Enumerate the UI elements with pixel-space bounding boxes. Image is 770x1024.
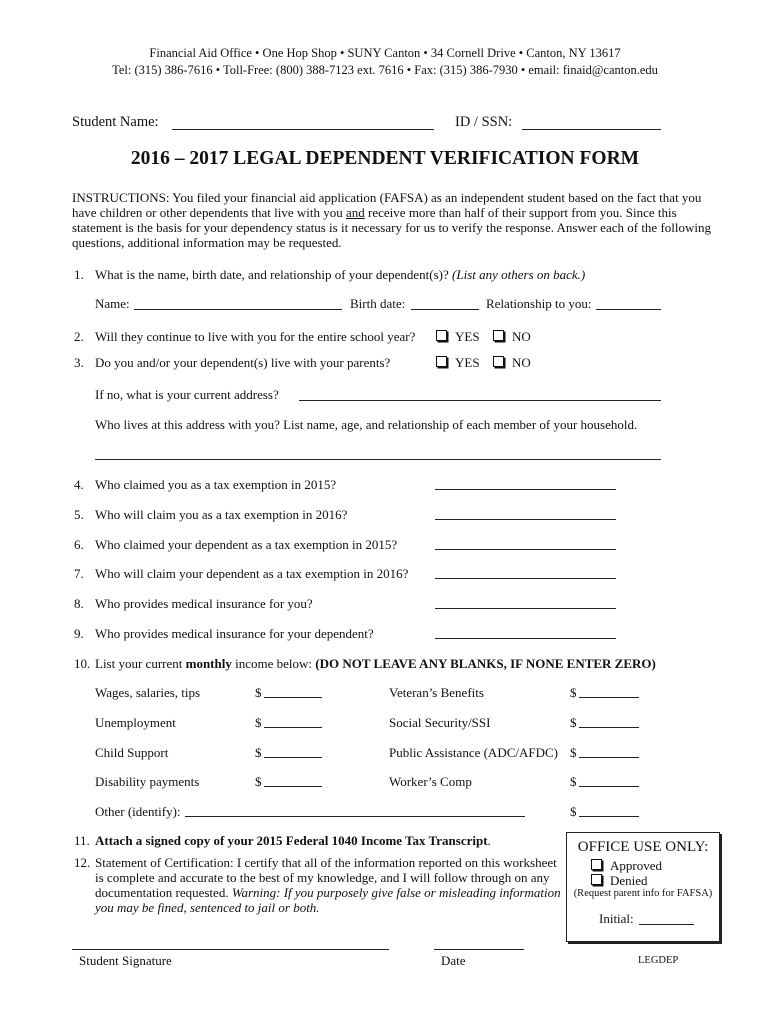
- student-name-field[interactable]: [172, 129, 434, 130]
- dollar-sign: $: [570, 745, 577, 760]
- q11-number: 11.: [74, 833, 90, 848]
- income-veterans-field[interactable]: [579, 697, 639, 698]
- q7-number: 7.: [74, 566, 84, 581]
- instructions-line-3: statement is the basis for your dependency status is it necessary for us to verify the response. Answer each of the following: [72, 220, 711, 235]
- instructions-line-2: have children or other dependents that live with you and receive more than half of their support from you. Since this: [72, 205, 677, 220]
- q2-no-option[interactable]: NO: [493, 329, 531, 345]
- income-unemployment-field[interactable]: [264, 727, 322, 728]
- q10-text: List your current monthly income below: (DO NOT LEAVE ANY BLANKS, IF NONE ENTER ZERO): [95, 656, 656, 671]
- q2-yes-option[interactable]: YES: [436, 329, 480, 345]
- date-field[interactable]: [434, 949, 524, 950]
- date-label: Date: [441, 953, 466, 968]
- student-signature-field[interactable]: [72, 949, 389, 950]
- q7-text: Who will claim your dependent as a tax exemption in 2016?: [95, 566, 409, 581]
- q7-answer-field[interactable]: [435, 578, 616, 579]
- income-workers-comp-field[interactable]: [579, 786, 639, 787]
- q6-answer-field[interactable]: [435, 549, 616, 550]
- form-code: LEGDEP: [638, 955, 679, 966]
- office-use-box: [566, 832, 720, 942]
- dependent-name-field[interactable]: [134, 309, 342, 310]
- q5-number: 5.: [74, 507, 84, 522]
- q8-text: Who provides medical insurance for you?: [95, 596, 313, 611]
- q9-answer-field[interactable]: [435, 638, 616, 639]
- instructions-line-4: questions, additional information may be requested.: [72, 235, 342, 250]
- dollar-sign: $: [570, 804, 577, 819]
- office-note: (Request parent info for FAFSA): [573, 888, 713, 899]
- income-workers-comp-label: Worker’s Comp: [389, 774, 472, 789]
- dollar-sign: $: [570, 715, 577, 730]
- office-address-line: Financial Aid Office • One Hop Shop • SUNY Canton • 34 Cornell Drive • Canton, NY 13617: [149, 46, 621, 60]
- income-public-assistance-field[interactable]: [579, 757, 639, 758]
- dollar-sign: $: [255, 715, 262, 730]
- q4-text: Who claimed you as a tax exemption in 2015?: [95, 477, 337, 492]
- office-initial-field[interactable]: [639, 924, 694, 925]
- dollar-sign: $: [255, 685, 262, 700]
- office-initial-label: Initial:: [599, 911, 634, 926]
- office-denied-option[interactable]: Denied: [591, 873, 648, 889]
- q8-answer-field[interactable]: [435, 608, 616, 609]
- dependent-relationship-field[interactable]: [596, 309, 661, 310]
- income-other-label: Other (identify):: [95, 804, 181, 819]
- dollar-sign: $: [255, 774, 262, 789]
- q3-yes-checkbox[interactable]: [436, 356, 447, 367]
- income-wages-label: Wages, salaries, tips: [95, 685, 201, 700]
- q8-number: 8.: [74, 596, 84, 611]
- denied-checkbox[interactable]: [591, 874, 602, 885]
- q2-yes-checkbox[interactable]: [436, 330, 447, 341]
- office-approved-option[interactable]: Approved: [591, 858, 662, 874]
- q10-number: 10.: [74, 656, 91, 671]
- income-other-amount-field[interactable]: [579, 816, 639, 817]
- q1-number: 1.: [74, 267, 84, 282]
- id-ssn-field[interactable]: [522, 129, 661, 130]
- current-address-field[interactable]: [299, 400, 661, 401]
- q2-no-checkbox[interactable]: [493, 330, 504, 341]
- q1-note: (List any others on back.): [452, 267, 586, 282]
- dollar-sign: $: [255, 745, 262, 760]
- income-disability-field[interactable]: [264, 786, 322, 787]
- approved-checkbox[interactable]: [591, 859, 602, 870]
- income-wages-field[interactable]: [264, 697, 322, 698]
- q12-number: 12.: [74, 855, 91, 870]
- income-social-security-label: Social Security/SSI: [389, 715, 491, 730]
- q4-answer-field[interactable]: [435, 489, 616, 490]
- q4-number: 4.: [74, 477, 84, 492]
- income-other-description-field[interactable]: [185, 816, 525, 817]
- dollar-sign: $: [570, 685, 577, 700]
- income-child-support-field[interactable]: [264, 757, 322, 758]
- q3-text: Do you and/or your dependent(s) live with your parents?: [95, 355, 391, 370]
- q1-relationship-label: Relationship to you:: [486, 296, 592, 311]
- q3-yes-option[interactable]: YES: [436, 355, 480, 371]
- q3-address-label: If no, what is your current address?: [95, 387, 279, 402]
- student-name-label: Student Name:: [72, 114, 159, 130]
- q3-number: 3.: [74, 355, 84, 370]
- income-unemployment-label: Unemployment: [95, 715, 176, 730]
- q12-warning: Warning: If you purposely give false or misleading information: [231, 885, 561, 900]
- q12-line-2: is complete and accurate to the best of my knowledge, and I will follow through on any: [95, 870, 550, 885]
- income-social-security-field[interactable]: [579, 727, 639, 728]
- q2-number: 2.: [74, 329, 84, 344]
- q9-text: Who provides medical insurance for your dependent?: [95, 626, 374, 641]
- q5-answer-field[interactable]: [435, 519, 616, 520]
- income-disability-label: Disability payments: [95, 774, 200, 789]
- q11-text: Attach a signed copy of your 2015 Federal 1040 Income Tax Transcript.: [95, 833, 491, 848]
- student-signature-label: Student Signature: [79, 953, 172, 968]
- id-ssn-label: ID / SSN:: [455, 114, 513, 130]
- q12-line-3: documentation requested. Warning: If you purposely give false or misleading information: [95, 885, 561, 900]
- q1-name-label: Name:: [95, 296, 130, 311]
- q6-number: 6.: [74, 537, 84, 552]
- dependent-birth-date-field[interactable]: [411, 309, 479, 310]
- q3-no-checkbox[interactable]: [493, 356, 504, 367]
- q6-text: Who claimed your dependent as a tax exemption in 2015?: [95, 537, 398, 552]
- household-members-field[interactable]: [95, 459, 661, 460]
- q1-text: What is the name, birth date, and relationship of your dependent(s)? (List any others on back.): [95, 267, 586, 282]
- q12-line-4: you may be fined, sentenced to jail or both.: [95, 900, 320, 915]
- q9-number: 9.: [74, 626, 84, 641]
- q1-birth-label: Birth date:: [350, 296, 406, 311]
- income-veterans-label: Veteran’s Benefits: [389, 685, 484, 700]
- dollar-sign: $: [570, 774, 577, 789]
- q2-text: Will they continue to live with you for the entire school year?: [95, 329, 416, 344]
- income-child-support-label: Child Support: [95, 745, 169, 760]
- office-use-title: OFFICE USE ONLY:: [577, 839, 709, 855]
- office-contact-line: Tel: (315) 386-7616 • Toll-Free: (800) 388-7123 ext. 7616 • Fax: (315) 386-7930 • email: finaid@canton.edu: [112, 63, 658, 77]
- q3-no-option[interactable]: NO: [493, 355, 531, 371]
- instructions-line-1: INSTRUCTIONS: You filed your financial aid application (FAFSA) as an independent student based on the fact that you: [72, 190, 702, 205]
- q5-text: Who will claim you as a tax exemption in 2016?: [95, 507, 348, 522]
- income-public-assistance-label: Public Assistance (ADC/AFDC): [389, 745, 558, 760]
- q12-line-1: Statement of Certification: I certify that all of the information reported on this worksheet: [95, 855, 557, 870]
- page-title: 2016 – 2017 LEGAL DEPENDENT VERIFICATION FORM: [130, 148, 640, 169]
- q3-household-label: Who lives at this address with you? List name, age, and relationship of each member of your household.: [95, 417, 638, 432]
- instructions-and-emphasis: and: [346, 205, 365, 220]
